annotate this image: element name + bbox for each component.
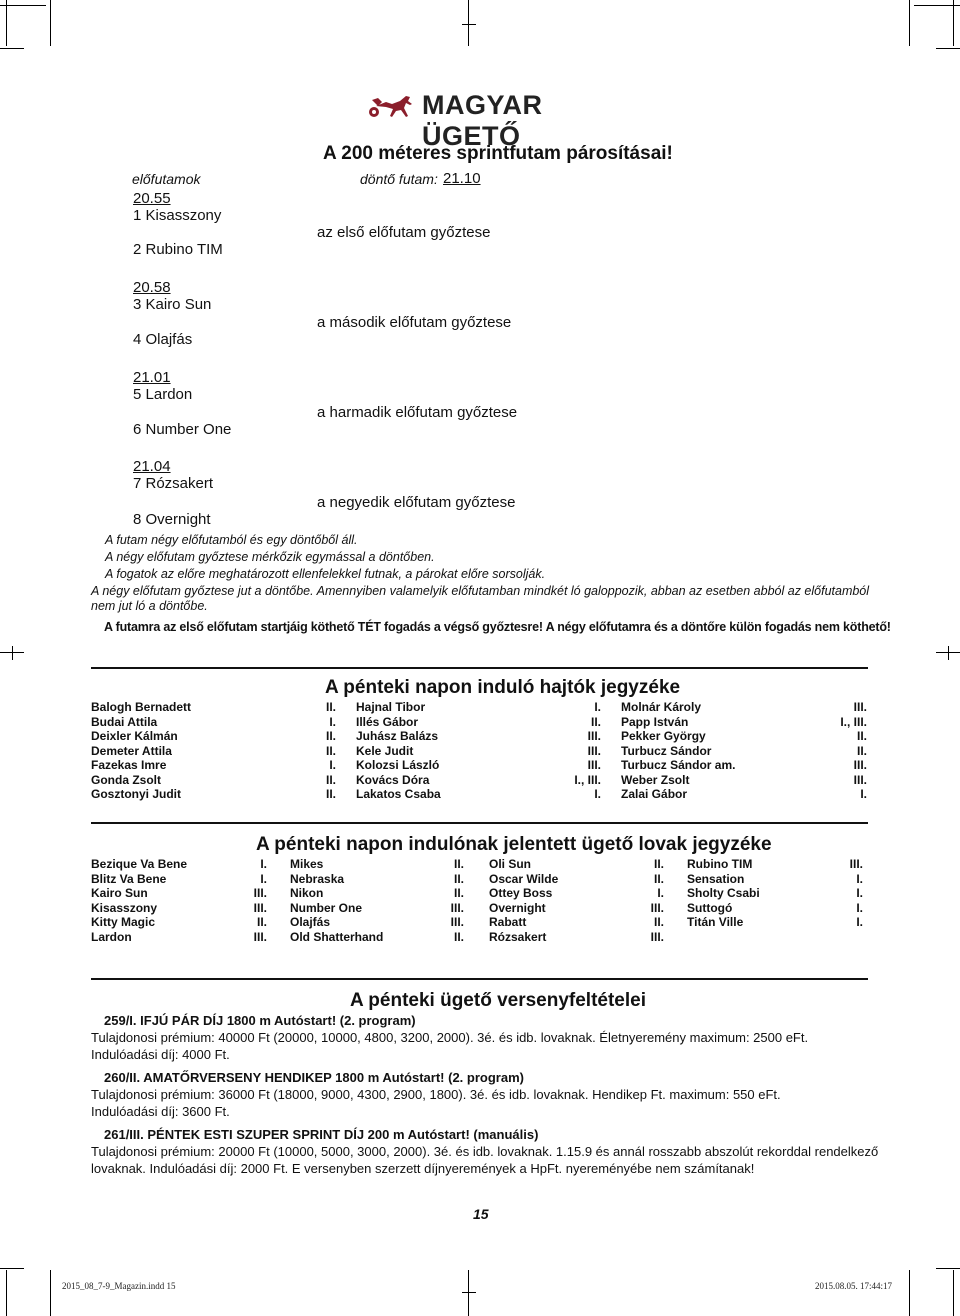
entry-value: II. bbox=[453, 857, 464, 871]
crop-mark bbox=[6, 1270, 7, 1316]
crop-mark bbox=[6, 0, 7, 46]
crop-mark bbox=[948, 646, 949, 660]
entry-value: II. bbox=[325, 787, 336, 801]
heat-entry: 3 Kairo Sun bbox=[133, 296, 212, 313]
entry-name: Olajfás bbox=[290, 915, 331, 929]
list-row bbox=[687, 872, 863, 887]
list-row bbox=[621, 744, 867, 759]
entry-name: Turbucz Sándor am. bbox=[621, 758, 736, 772]
crop-mark bbox=[468, 1270, 469, 1316]
entry-value: I. bbox=[860, 787, 867, 801]
list-row bbox=[489, 901, 664, 916]
crop-mark bbox=[50, 1270, 51, 1316]
entry-value: III. bbox=[853, 772, 867, 787]
heat-winner: a harmadik előfutam győztese bbox=[317, 404, 518, 421]
heat-time: 21.04 bbox=[133, 458, 171, 475]
entry-value: II. bbox=[325, 743, 336, 758]
divider bbox=[91, 978, 868, 980]
horses-col-2 bbox=[290, 857, 464, 944]
entry-value: II. bbox=[453, 929, 464, 944]
entry-value: III. bbox=[853, 700, 867, 714]
list-row bbox=[290, 915, 464, 930]
race-text: Indulóadási díj: 3600 Ft. bbox=[91, 1104, 230, 1119]
entry-value: III. bbox=[450, 900, 464, 915]
heat-entry: 8 Overnight bbox=[133, 511, 211, 528]
race-heading: 260/II. AMATŐRVERSENY HENDIKEP 1800 m Autóstart! (2. program) bbox=[104, 1070, 524, 1085]
drivers-col-2 bbox=[356, 700, 601, 802]
entry-name: Kele Judit bbox=[356, 743, 414, 758]
entry-name: Pekker György bbox=[621, 729, 706, 743]
list-row bbox=[290, 857, 464, 872]
list-row bbox=[356, 773, 601, 788]
entry-value: III. bbox=[587, 743, 601, 758]
heat-entry: 7 Rózsakert bbox=[133, 475, 214, 492]
race-text: Tulajdonosi prémium: 36000 Ft (18000, 9000, 4300, 2900, 1800). 3é. és idb. lovaknak. Hendikep Ft. maximum: 550 eFt. bbox=[91, 1087, 781, 1102]
sprint-note: A négy előfutam győztese jut a döntőbe. Amennyiben valamelyik előfutamban mindkét ló galoppozik, abban az esetben abból az előfutamból bbox=[91, 584, 870, 598]
list-row bbox=[621, 758, 867, 773]
divider bbox=[91, 667, 868, 669]
entry-value: III. bbox=[587, 758, 601, 772]
entry-value: II. bbox=[325, 700, 336, 714]
bet-note: A futamra az első előfutam startjáig köthető TÉT fogadás a végső győztesre! A négy előfutamra és a döntőre külön fogadás nem köthető! bbox=[104, 620, 891, 634]
entry-name: Illés Gábor bbox=[356, 714, 419, 729]
conditions-title: A pénteki ügető versenyfeltételei bbox=[350, 990, 647, 1011]
sprint-note: A futam négy előfutamból és egy döntőből áll. bbox=[105, 533, 358, 547]
entry-name: Budai Attila bbox=[91, 714, 158, 729]
heat-entry: 4 Olajfás bbox=[133, 331, 193, 348]
entry-name: Sensation bbox=[687, 871, 745, 886]
list-row bbox=[91, 744, 336, 759]
entry-name: Rubino TIM bbox=[687, 857, 753, 871]
list-row bbox=[91, 901, 267, 916]
crop-mark bbox=[462, 24, 476, 25]
entry-name: Balogh Bernadett bbox=[91, 700, 192, 714]
entry-value: III. bbox=[450, 915, 464, 929]
sprint-note: A fogatok az előre meghatározott ellenfelekkel futnak, a párokat előre sorsolják. bbox=[105, 567, 546, 581]
entry-name: Mikes bbox=[290, 857, 324, 871]
list-row bbox=[91, 886, 267, 901]
entry-value: II. bbox=[256, 915, 267, 929]
heat-time: 20.58 bbox=[133, 279, 171, 296]
entry-value: I. bbox=[260, 857, 267, 871]
race-heading: 261/III. PÉNTEK ESTI SZUPER SPRINT DÍJ 200 m Autóstart! (manuális) bbox=[104, 1127, 539, 1142]
entry-name: Nikon bbox=[290, 886, 324, 900]
list-row bbox=[687, 857, 863, 872]
entry-name: Rabatt bbox=[489, 915, 527, 929]
entry-value: II. bbox=[590, 714, 601, 729]
entry-value: II. bbox=[653, 857, 664, 871]
entry-value: II. bbox=[856, 729, 867, 743]
crop-mark bbox=[936, 48, 960, 49]
entry-name: Kovács Dóra bbox=[356, 772, 430, 787]
entry-name: Deixler Kálmán bbox=[91, 729, 178, 743]
list-row bbox=[356, 787, 601, 802]
race-text: Indulóadási díj: 4000 Ft. bbox=[91, 1047, 230, 1062]
heat-time: 20.55 bbox=[133, 190, 171, 207]
crop-mark bbox=[936, 1268, 960, 1269]
horses-col-4 bbox=[687, 857, 863, 930]
list-row bbox=[489, 915, 664, 930]
entry-value: II. bbox=[856, 743, 867, 758]
entry-value: II. bbox=[653, 915, 664, 929]
entry-name: Molnár Károly bbox=[621, 700, 702, 714]
heat-winner: a negyedik előfutam győztese bbox=[317, 494, 516, 511]
list-row bbox=[91, 773, 336, 788]
entry-value: I. bbox=[856, 886, 863, 900]
entry-value: I. bbox=[260, 871, 267, 886]
divider bbox=[91, 822, 868, 824]
entry-name: Zalai Gábor bbox=[621, 787, 688, 801]
list-row bbox=[356, 700, 601, 715]
sprint-title: A 200 méteres sprintfutam párosításai! bbox=[323, 143, 673, 164]
crop-mark bbox=[909, 0, 910, 46]
crop-mark bbox=[0, 48, 24, 49]
entry-name: Kolozsi László bbox=[356, 758, 440, 772]
entry-value: I., III. bbox=[840, 714, 867, 729]
heat-winner: a második előfutam győztese bbox=[317, 314, 512, 331]
entry-name: Weber Zsolt bbox=[621, 772, 690, 787]
crop-mark bbox=[468, 0, 469, 46]
list-row bbox=[91, 930, 267, 945]
list-row bbox=[621, 729, 867, 744]
list-row bbox=[356, 715, 601, 730]
entry-name: Papp István bbox=[621, 714, 689, 729]
horses-col-1 bbox=[91, 857, 267, 944]
entry-name: Juhász Balázs bbox=[356, 729, 439, 743]
entry-name: Lardon bbox=[91, 929, 132, 944]
entry-value: III. bbox=[650, 929, 664, 944]
horses-title: A pénteki napon indulónak jelentett ügető lovak jegyzéke bbox=[256, 834, 772, 855]
final-time: 21.10 bbox=[443, 170, 481, 187]
list-row bbox=[687, 886, 863, 901]
crop-mark bbox=[914, 5, 960, 6]
entry-name: Nebraska bbox=[290, 871, 345, 886]
list-row bbox=[356, 744, 601, 759]
crop-mark bbox=[0, 1268, 24, 1269]
footer-timestamp: 2015.08.05. 17:44:17 bbox=[815, 1281, 893, 1291]
drivers-col-1 bbox=[91, 700, 336, 802]
crop-mark bbox=[462, 1292, 476, 1293]
entry-name: Titán Ville bbox=[687, 915, 744, 929]
list-row bbox=[91, 787, 336, 802]
list-row bbox=[489, 886, 664, 901]
list-row bbox=[91, 857, 267, 872]
list-row bbox=[290, 901, 464, 916]
list-row bbox=[91, 715, 336, 730]
entry-name: Kairo Sun bbox=[91, 886, 148, 900]
drivers-title: A pénteki napon induló hajtók jegyzéke bbox=[325, 677, 681, 698]
entry-name: Fazekas Imre bbox=[91, 758, 167, 772]
entry-name: Oscar Wilde bbox=[489, 871, 559, 886]
heat-entry: 6 Number One bbox=[133, 421, 232, 438]
list-row bbox=[290, 872, 464, 887]
list-row bbox=[687, 901, 863, 916]
horse-sulky-icon bbox=[366, 92, 418, 122]
entry-name: Overnight bbox=[489, 900, 546, 915]
heat-entry: 2 Rubino TIM bbox=[133, 241, 223, 258]
entry-value: I. bbox=[329, 714, 336, 729]
heat-time: 21.01 bbox=[133, 369, 171, 386]
entry-name: Number One bbox=[290, 900, 363, 915]
sprint-note: nem jut ló a döntőbe. bbox=[91, 599, 208, 613]
heat-entry: 5 Lardon bbox=[133, 386, 193, 403]
entry-name: Gonda Zsolt bbox=[91, 772, 161, 787]
entry-name: Suttogó bbox=[687, 900, 733, 915]
list-row bbox=[621, 773, 867, 788]
entry-name: Blitz Va Bene bbox=[91, 871, 167, 886]
entry-value: III. bbox=[253, 886, 267, 900]
entry-name: Oli Sun bbox=[489, 857, 531, 871]
list-row bbox=[621, 715, 867, 730]
entry-name: Sholty Csabi bbox=[687, 886, 760, 900]
list-row bbox=[91, 700, 336, 715]
list-row bbox=[687, 915, 863, 930]
crop-mark bbox=[50, 0, 51, 46]
heat-entry: 1 Kisasszony bbox=[133, 207, 222, 224]
entry-value: II. bbox=[453, 871, 464, 886]
entry-value: III. bbox=[849, 857, 863, 871]
header-logo bbox=[366, 90, 596, 151]
entry-name: Rózsakert bbox=[489, 929, 547, 944]
list-row bbox=[489, 857, 664, 872]
entry-value: I. bbox=[594, 787, 601, 801]
footer-file: 2015_08_7-9_Magazin.indd 15 bbox=[62, 1281, 176, 1291]
entry-value: II. bbox=[325, 729, 336, 743]
final-label: döntő futam: bbox=[360, 171, 438, 187]
race-text: Tulajdonosi prémium: 40000 Ft (20000, 10000, 4800, 3200, 2000). 3é. és idb. lovaknak. Életnyeremény maximum: 2500 eFt. bbox=[91, 1030, 809, 1045]
list-row bbox=[91, 729, 336, 744]
list-row bbox=[621, 700, 867, 715]
page-number: 15 bbox=[473, 1206, 489, 1222]
entry-value: II. bbox=[453, 886, 464, 900]
entry-name: Hajnal Tibor bbox=[356, 700, 426, 714]
list-row bbox=[290, 886, 464, 901]
crop-mark bbox=[12, 646, 13, 660]
list-row bbox=[91, 915, 267, 930]
logo-text: MAGYAR ÜGETŐ bbox=[422, 90, 543, 151]
list-row bbox=[356, 729, 601, 744]
horses-col-3 bbox=[489, 857, 664, 944]
entry-value: II. bbox=[653, 871, 664, 886]
entry-value: III. bbox=[650, 900, 664, 915]
entry-value: I. bbox=[856, 871, 863, 886]
entry-value: I. bbox=[594, 700, 601, 714]
entry-value: III. bbox=[853, 758, 867, 772]
drivers-col-3 bbox=[621, 700, 867, 802]
list-row bbox=[290, 930, 464, 945]
entry-value: I. bbox=[657, 886, 664, 900]
entry-name: Demeter Attila bbox=[91, 743, 172, 758]
list-row bbox=[91, 758, 336, 773]
race-text: Tulajdonosi prémium: 20000 Ft (10000, 5000, 3000, 2000). 3é. és idb. lovaknak. 1.15.9 és annál rosszabb abszolút rekorddal rendelkező bbox=[91, 1144, 879, 1159]
list-row bbox=[621, 787, 867, 802]
crop-mark bbox=[953, 0, 954, 46]
race-text: lovaknak. Indulóadási díj: 2000 Ft. E versenyben szerzett díjnyeremények a HpFt. nyereményébe nem számítanak! bbox=[91, 1161, 755, 1176]
entry-name: Turbucz Sándor bbox=[621, 743, 712, 758]
heats-label: előfutamok bbox=[132, 171, 201, 187]
entry-value: I. bbox=[856, 915, 863, 929]
crop-mark bbox=[953, 1270, 954, 1316]
entry-name: Gosztonyi Judit bbox=[91, 787, 181, 801]
entry-value: I. bbox=[856, 900, 863, 915]
entry-value: II. bbox=[325, 772, 336, 787]
crop-mark bbox=[909, 1270, 910, 1316]
entry-value: I. bbox=[329, 758, 336, 772]
entry-name: Old Shatterhand bbox=[290, 929, 384, 944]
entry-value: III. bbox=[253, 929, 267, 944]
list-row bbox=[91, 872, 267, 887]
entry-name: Kitty Magic bbox=[91, 915, 156, 929]
entry-value: I., III. bbox=[574, 772, 601, 787]
entry-value: III. bbox=[587, 729, 601, 743]
entry-name: Kisasszony bbox=[91, 900, 158, 915]
entry-name: Lakatos Csaba bbox=[356, 787, 441, 801]
entry-name: Bezique Va Bene bbox=[91, 857, 188, 871]
list-row bbox=[356, 758, 601, 773]
sprint-note: A négy előfutam győztese mérkőzik egymással a döntőben. bbox=[105, 550, 435, 564]
crop-mark bbox=[0, 5, 46, 6]
heat-winner: az első előfutam győztese bbox=[317, 224, 491, 241]
list-row bbox=[489, 872, 664, 887]
list-row bbox=[489, 930, 664, 945]
entry-name: Ottey Boss bbox=[489, 886, 553, 900]
race-heading: 259/I. IFJÚ PÁR DÍJ 1800 m Autóstart! (2. program) bbox=[104, 1013, 416, 1028]
entry-value: III. bbox=[253, 900, 267, 915]
